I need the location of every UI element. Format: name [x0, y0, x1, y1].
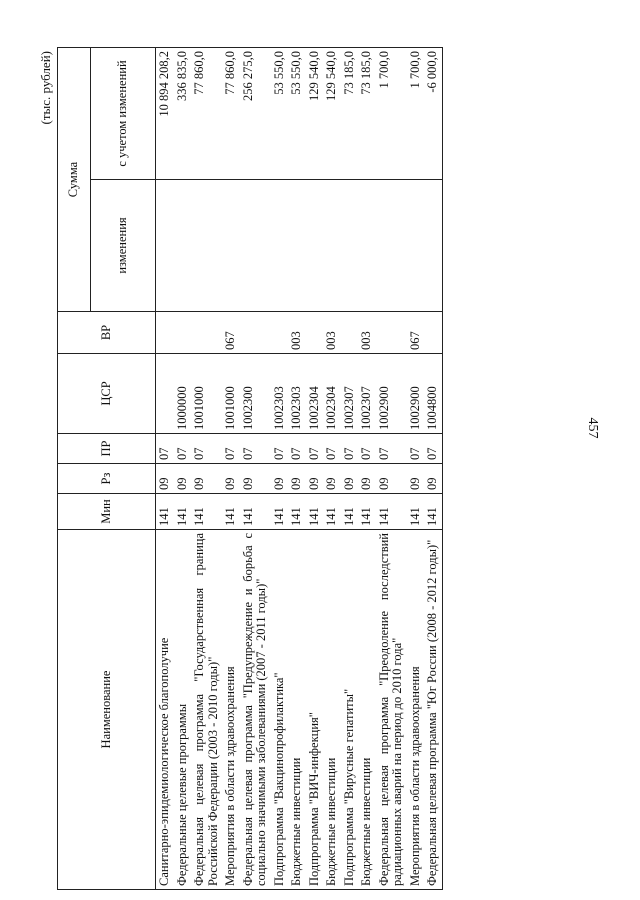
page-number: 457	[585, 417, 600, 439]
cell-vr	[341, 312, 359, 354]
cell-changes	[288, 180, 306, 312]
cell-pr: 07	[271, 434, 289, 464]
cell-name: Мероприятия в области здравоохранения	[407, 530, 425, 890]
cell-pr: 07	[191, 434, 222, 464]
cell-name: Подпрограмма "Вакцинопрофилактика"	[271, 530, 289, 890]
cell-rz: 09	[240, 464, 271, 494]
cell-name: Федеральная целевая программа "Преодоление последствий радиационных аварий на период до 2010 года"	[376, 530, 407, 890]
cell-min: 141	[222, 494, 240, 530]
cell-name: Бюджетные инвестиции	[358, 530, 376, 890]
cell-name: Федеральные целевые программы	[174, 530, 192, 890]
table-row	[271, 48, 289, 890]
cell-csr: 1002300	[240, 354, 271, 434]
cell-rz: 09	[288, 464, 306, 494]
header-changes: изменения	[91, 180, 156, 312]
cell-changes	[174, 180, 192, 312]
cell-rz: 09	[222, 464, 240, 494]
cell-changes	[222, 180, 240, 312]
cell-name: Федеральная целевая программа "Юг России (2008 - 2012 годы)"	[424, 530, 442, 890]
cell-changes	[306, 180, 324, 312]
cell-vr: 067	[222, 312, 240, 354]
cell-min: 141	[424, 494, 442, 530]
cell-changes	[156, 180, 174, 312]
cell-csr: 1002307	[341, 354, 359, 434]
cell-total: 73 185,0	[358, 48, 376, 180]
cell-changes	[358, 180, 376, 312]
cell-name: Подпрограмма "ВИЧ-инфекция"	[306, 530, 324, 890]
cell-name: Санитарно-эпидемиологическое благополучие	[156, 530, 174, 890]
budget-table	[57, 47, 443, 890]
header-name: Наименование	[58, 530, 156, 890]
table-header	[58, 48, 156, 890]
cell-changes	[341, 180, 359, 312]
cell-pr: 07	[341, 434, 359, 464]
cell-pr: 07	[306, 434, 324, 464]
cell-csr: 1002304	[323, 354, 341, 434]
cell-rz: 09	[358, 464, 376, 494]
cell-rz: 09	[174, 464, 192, 494]
cell-csr: 1002900	[376, 354, 407, 434]
cell-pr: 07	[358, 434, 376, 464]
cell-min: 141	[341, 494, 359, 530]
cell-name: Федеральная целевая программа "Государственная граница Российской Федерации (2003 - 2010 годы)"	[191, 530, 222, 890]
table-row	[174, 48, 192, 890]
cell-rz: 09	[156, 464, 174, 494]
header-min: Мин	[58, 494, 156, 530]
cell-csr: 1002304	[306, 354, 324, 434]
header-rz: Рз	[58, 464, 156, 494]
cell-min: 141	[191, 494, 222, 530]
cell-changes	[271, 180, 289, 312]
units-label: (тыс. рублей)	[38, 51, 53, 125]
cell-rz: 09	[323, 464, 341, 494]
cell-rz: 09	[306, 464, 324, 494]
cell-min: 141	[271, 494, 289, 530]
table-row	[358, 48, 376, 890]
cell-pr: 07	[323, 434, 341, 464]
header-csr: ЦСР	[58, 354, 156, 434]
cell-csr: 1002900	[407, 354, 425, 434]
cell-name: Подпрограмма "Вирусные гепатиты"	[341, 530, 359, 890]
cell-pr: 07	[240, 434, 271, 464]
cell-total: -6 000,0	[424, 48, 442, 180]
table-row	[306, 48, 324, 890]
cell-min: 141	[240, 494, 271, 530]
cell-vr	[271, 312, 289, 354]
cell-changes	[240, 180, 271, 312]
cell-rz: 09	[376, 464, 407, 494]
cell-total: 129 540,0	[323, 48, 341, 180]
cell-min: 141	[358, 494, 376, 530]
cell-pr: 07	[288, 434, 306, 464]
cell-min: 141	[306, 494, 324, 530]
cell-total: 53 550,0	[288, 48, 306, 180]
cell-csr: 1002307	[358, 354, 376, 434]
table-row	[407, 48, 425, 890]
header-with-changes: с учетом изменений	[91, 48, 156, 180]
cell-vr	[376, 312, 407, 354]
cell-csr	[156, 354, 174, 434]
cell-vr: 003	[323, 312, 341, 354]
cell-changes	[376, 180, 407, 312]
cell-csr: 1002303	[288, 354, 306, 434]
cell-pr: 07	[424, 434, 442, 464]
cell-changes	[407, 180, 425, 312]
table-body	[156, 48, 443, 890]
cell-changes	[323, 180, 341, 312]
cell-total: 256 275,0	[240, 48, 271, 180]
table-row	[156, 48, 174, 890]
cell-name: Бюджетные инвестиции	[288, 530, 306, 890]
table-row	[376, 48, 407, 890]
cell-vr	[424, 312, 442, 354]
table-row	[222, 48, 240, 890]
cell-csr: 1001000	[222, 354, 240, 434]
cell-vr	[156, 312, 174, 354]
cell-name: Мероприятия в области здравоохранения	[222, 530, 240, 890]
cell-min: 141	[376, 494, 407, 530]
cell-csr: 1001000	[191, 354, 222, 434]
cell-rz: 09	[424, 464, 442, 494]
header-pr: ПР	[58, 434, 156, 464]
cell-name: Бюджетные инвестиции	[323, 530, 341, 890]
table-row	[424, 48, 442, 890]
cell-pr: 07	[376, 434, 407, 464]
cell-total: 129 540,0	[306, 48, 324, 180]
table-row	[191, 48, 222, 890]
cell-pr: 07	[222, 434, 240, 464]
table-row	[341, 48, 359, 890]
cell-csr: 1004800	[424, 354, 442, 434]
cell-total: 77 860,0	[191, 48, 222, 180]
cell-min: 141	[323, 494, 341, 530]
cell-min: 141	[288, 494, 306, 530]
cell-rz: 09	[407, 464, 425, 494]
cell-vr: 003	[358, 312, 376, 354]
cell-vr	[306, 312, 324, 354]
cell-total: 53 550,0	[271, 48, 289, 180]
cell-total: 10 894 208,2	[156, 48, 174, 180]
cell-total: 77 860,0	[222, 48, 240, 180]
cell-vr: 067	[407, 312, 425, 354]
cell-vr: 003	[288, 312, 306, 354]
table-row	[288, 48, 306, 890]
cell-vr	[174, 312, 192, 354]
cell-csr: 1002303	[271, 354, 289, 434]
cell-changes	[424, 180, 442, 312]
cell-total: 1 700,0	[407, 48, 425, 180]
cell-min: 141	[174, 494, 192, 530]
header-vr: ВР	[58, 312, 156, 354]
cell-rz: 09	[271, 464, 289, 494]
cell-vr	[240, 312, 271, 354]
table-row	[323, 48, 341, 890]
cell-rz: 09	[341, 464, 359, 494]
header-sum: Сумма	[58, 48, 91, 312]
cell-rz: 09	[191, 464, 222, 494]
cell-name: Федеральная целевая программа "Предупреждение и борьба с социально значимыми заболеваниями (2007 - 2011 годы)"	[240, 530, 271, 890]
cell-total: 73 185,0	[341, 48, 359, 180]
cell-vr	[191, 312, 222, 354]
cell-min: 141	[407, 494, 425, 530]
cell-pr: 07	[174, 434, 192, 464]
cell-total: 1 700,0	[376, 48, 407, 180]
cell-pr: 07	[407, 434, 425, 464]
cell-changes	[191, 180, 222, 312]
cell-total: 336 835,0	[174, 48, 192, 180]
cell-pr: 07	[156, 434, 174, 464]
cell-min: 141	[156, 494, 174, 530]
table-row	[240, 48, 271, 890]
cell-csr: 1000000	[174, 354, 192, 434]
